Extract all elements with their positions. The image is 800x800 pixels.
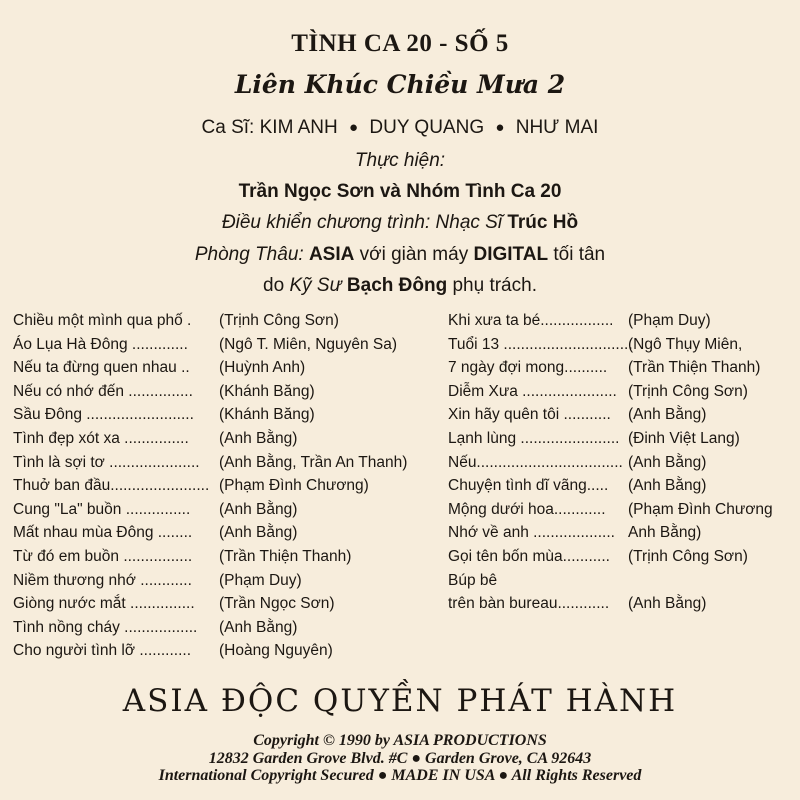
song-author: (Anh Bằng)	[628, 406, 707, 424]
song-author: (Khánh Băng)	[219, 406, 315, 424]
list-item	[448, 548, 798, 572]
engineer-name: Bạch Đông	[346, 275, 448, 296]
song-author: (Phạm Duy)	[628, 312, 711, 329]
list-item	[448, 336, 798, 360]
song-author: (Trần Thiện Thanh)	[219, 547, 352, 565]
list-item	[13, 595, 443, 619]
song-title: Nếu..................................	[448, 453, 623, 471]
production-name: Trần Ngọc Sơn và Nhóm Tình Ca 20	[238, 181, 562, 202]
studio-name: ASIA	[308, 244, 355, 265]
song-title: Sầu Đông .........................	[13, 406, 194, 424]
song-title: Lạnh lùng .......................	[448, 429, 620, 447]
list-item	[13, 406, 443, 430]
list-item	[13, 336, 443, 360]
album-subtitle: Liên Khúc Chiều Mưa 2	[234, 70, 566, 99]
song-title: Giòng nước mắt ...............	[13, 595, 195, 613]
list-item	[448, 524, 798, 548]
list-item	[13, 501, 443, 525]
song-author: (Anh Bằng)	[628, 453, 707, 471]
list-item	[448, 430, 798, 454]
song-author: (Trịnh Công Sơn)	[219, 312, 339, 329]
production-label: Thực hiện:	[354, 150, 446, 171]
song-title: Tình đẹp xót xa ...............	[13, 429, 189, 447]
song-title: Mộng dưới hoa............	[448, 500, 606, 518]
list-item	[13, 642, 443, 666]
song-title: Thuở ban đầu.......................	[13, 477, 210, 495]
song-title: Gọi tên bốn mùa...........	[448, 547, 610, 565]
song-author: (Anh Bằng)	[628, 477, 707, 495]
director-name: Trúc Hồ	[507, 212, 579, 233]
list-item	[13, 430, 443, 454]
song-author: (Trần Ngọc Sơn)	[219, 595, 335, 613]
list-item	[448, 312, 798, 336]
song-title: Mất nhau mùa Đông ........	[13, 524, 193, 542]
track-list-left	[13, 312, 443, 666]
list-item	[13, 477, 443, 501]
song-title: Chiều một mình qua phố .	[13, 312, 192, 329]
song-title: Áo Lụa Hà Đông .............	[13, 335, 188, 353]
song-author: (Anh Bằng)	[628, 595, 707, 613]
list-item	[448, 595, 798, 619]
singers-line	[0, 117, 800, 139]
song-author: (Trịnh Công Sơn)	[628, 382, 748, 400]
song-author: (Anh Bằng)	[219, 500, 298, 518]
bullet-icon: ●	[349, 119, 359, 136]
song-title: Cho người tình lỡ ............	[13, 642, 192, 660]
song-title: trên bàn bureau............	[448, 595, 610, 613]
studio-end: tối tân	[553, 244, 606, 265]
singer-name: NHƯ MAI	[515, 117, 599, 138]
list-item	[13, 359, 443, 383]
song-author: (Anh Bằng)	[219, 618, 298, 636]
list-item	[448, 501, 798, 525]
list-item	[448, 383, 798, 407]
address-line: 12832 Garden Grove Blvd. #C ● Garden Grove, CA 92643	[208, 750, 592, 767]
list-item	[13, 454, 443, 478]
song-title: Khi xưa ta bé.................	[448, 312, 614, 329]
song-title: Nếu có nhớ đến ...............	[13, 382, 193, 400]
song-author: (Hoàng Nguyên)	[219, 642, 333, 660]
song-title: Chuyện tình dĩ vãng.....	[448, 477, 609, 495]
studio-line	[0, 244, 800, 266]
engineer-end: phụ trách.	[452, 275, 537, 296]
track-list-right	[448, 312, 798, 619]
song-title: Nếu ta đừng quen nhau ..	[13, 359, 190, 377]
song-author: (Đinh Việt Lang)	[628, 429, 740, 447]
song-title: Nhớ về anh ...................	[448, 524, 615, 542]
director-line	[0, 212, 800, 234]
song-author: (Ngô T. Miên, Nguyên Sa)	[219, 335, 398, 353]
engineer-line	[0, 275, 800, 297]
list-item	[13, 312, 443, 336]
song-author: (Anh Bằng)	[219, 524, 298, 542]
song-author: (Khánh Băng)	[219, 382, 315, 400]
list-item	[13, 524, 443, 548]
distribution-banner: ASIA ĐỘC QUYỀN PHÁT HÀNH	[122, 683, 678, 719]
singers-label: Ca Sĩ:	[201, 117, 255, 138]
list-item	[13, 548, 443, 572]
list-item	[13, 383, 443, 407]
studio-tech: DIGITAL	[473, 244, 549, 265]
song-title: Tình là sợi tơ .....................	[13, 453, 200, 471]
singer-name: KIM ANH	[259, 117, 338, 138]
singer-name: DUY QUANG	[369, 117, 485, 138]
engineer-pre: do	[263, 275, 285, 296]
engineer-title: Kỹ Sư	[289, 275, 342, 296]
song-title: Tình nồng cháy .................	[13, 618, 198, 636]
song-author: (Huỳnh Anh)	[219, 359, 306, 377]
list-item	[448, 454, 798, 478]
song-title: Diễm Xưa ......................	[448, 382, 617, 400]
studio-label: Phòng Thâu:	[194, 244, 304, 265]
list-item	[448, 359, 798, 383]
song-title: 7 ngày đợi mong..........	[448, 359, 608, 377]
song-title: Niềm thương nhớ ............	[13, 571, 192, 589]
list-item	[448, 477, 798, 501]
song-author: (Phạm Đình Chương	[628, 500, 773, 518]
song-title: Từ đó em buồn ................	[13, 547, 193, 565]
album-title: TÌNH CA 20 - SỐ 5	[291, 30, 509, 57]
song-author: (Trần Thiện Thanh)	[628, 359, 761, 377]
song-title: Búp bê	[448, 571, 498, 589]
copyright-line: Copyright © 1990 by ASIA PRODUCTIONS	[253, 732, 547, 749]
list-item	[448, 406, 798, 430]
list-item	[13, 572, 443, 596]
list-item	[448, 572, 798, 596]
song-author: (Ngô Thụy Miên,	[628, 335, 743, 353]
director-label: Điều khiển chương trình: Nhạc Sĩ	[221, 212, 503, 233]
song-title: Xin hãy quên tôi ...........	[448, 406, 611, 424]
song-title: Tuổi 13 ..............................	[448, 335, 633, 353]
song-author: (Trịnh Công Sơn)	[628, 547, 748, 565]
rights-line: International Copyright Secured ● MADE IN USA ● All Rights Reserved	[158, 767, 642, 784]
song-author: (Anh Bằng)	[219, 429, 298, 447]
song-author: Anh Bằng)	[628, 524, 702, 542]
studio-mid: với giàn máy	[359, 244, 469, 265]
list-item	[13, 619, 443, 643]
song-author: (Phạm Đình Chương)	[219, 477, 369, 495]
song-title: Cung "La" buồn ...............	[13, 500, 191, 518]
bullet-icon: ●	[495, 119, 505, 136]
song-author: (Anh Bằng, Trần An Thanh)	[219, 453, 408, 471]
song-author: (Phạm Duy)	[219, 571, 302, 589]
